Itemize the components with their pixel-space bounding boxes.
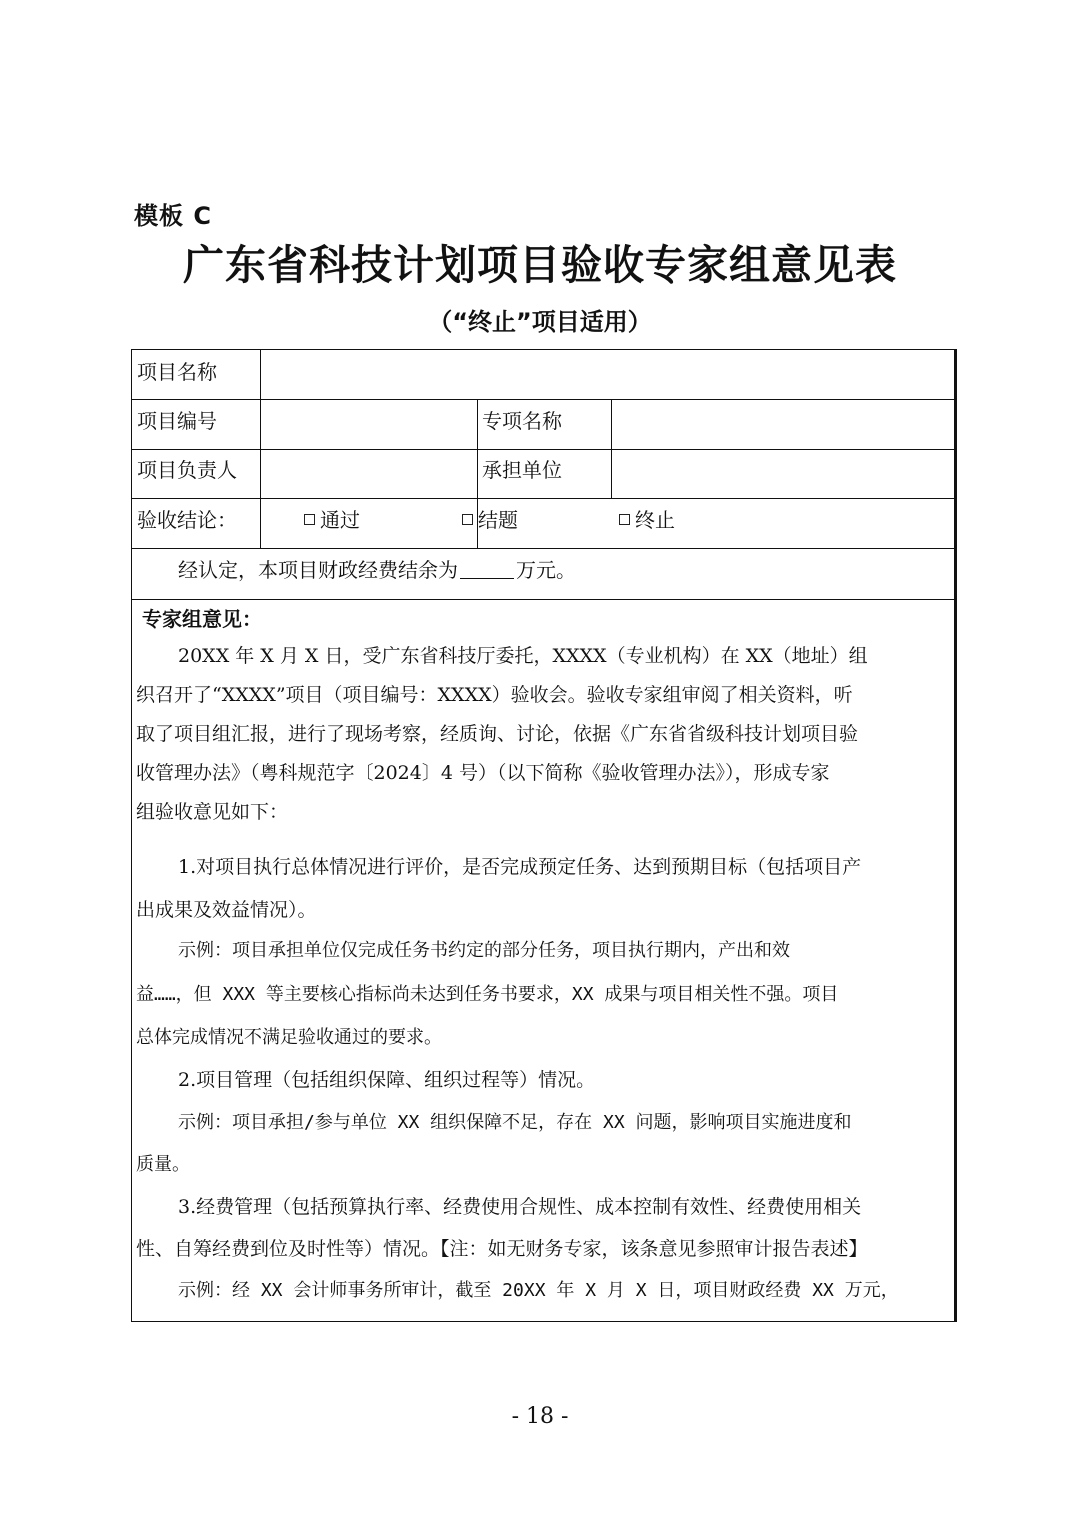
- example-line: 益……，但 XXX 等主要核心指标尚未达到任务书要求，XX 成果与项目相关性不强。项目: [136, 984, 839, 1005]
- special-name-field[interactable]: [613, 401, 953, 448]
- conclusion-option-terminate[interactable]: [619, 510, 675, 530]
- opinion-line: 20XX 年 X 月 X 日，受广东省科技厅委托，XXXX（专业机构）在 XX（地址）组: [178, 645, 868, 667]
- option-label: 结题: [478, 508, 518, 532]
- row-divider: [132, 599, 954, 600]
- checkbox-icon[interactable]: [619, 514, 630, 525]
- balance-suffix: 万元。: [516, 558, 576, 582]
- opinion-line: 出成果及效益情况）。: [136, 899, 317, 921]
- page-title: 广东省科技计划项目验收专家组意见表: [183, 241, 897, 289]
- project-leader-label: 项目负责人: [137, 458, 237, 482]
- column-divider: [260, 350, 261, 548]
- row-divider: [132, 548, 954, 549]
- project-number-label: 项目编号: [137, 409, 217, 433]
- undertaking-unit-label: 承担单位: [482, 458, 562, 482]
- checkbox-icon[interactable]: [304, 514, 315, 525]
- conclusion-label: 验收结论：: [137, 508, 237, 532]
- example-line: 质量。: [136, 1154, 190, 1175]
- opinion-line: 1.对项目执行总体情况进行评价，是否完成预定任务、达到预期目标（包括项目产: [178, 856, 862, 878]
- page-number: - 18 -: [511, 1404, 569, 1429]
- opinion-heading: 专家组意见：: [142, 607, 262, 631]
- undertaking-unit-field[interactable]: [613, 451, 953, 497]
- conclusion-option-close[interactable]: [462, 510, 518, 530]
- template-label: 模板 C: [134, 202, 212, 230]
- special-name-label: 专项名称: [482, 409, 562, 433]
- opinion-line: 3.经费管理（包括预算执行率、经费使用合规性、成本控制有效性、经费使用相关: [178, 1196, 862, 1218]
- balance-amount-blank[interactable]: [460, 560, 514, 579]
- page-subtitle: （“终止”项目适用）: [428, 308, 652, 336]
- project-name-label: 项目名称: [137, 360, 217, 384]
- option-label: 终止: [635, 508, 675, 532]
- conclusion-option-pass[interactable]: [304, 510, 360, 530]
- opinion-line: 织召开了“XXXX”项目（项目编号：XXXX）验收会。验收专家组审阅了相关资料，听: [136, 684, 853, 706]
- opinion-form-table: [131, 349, 957, 1322]
- option-label: 通过: [320, 508, 360, 532]
- example-line: 示例：经 XX 会计师事务所审计，截至 20XX 年 X 月 X 日，项目财政经费 XX 万元，: [178, 1280, 899, 1301]
- row-divider: [132, 449, 954, 450]
- row-divider: [132, 399, 954, 400]
- row-divider: [132, 498, 954, 499]
- opinion-line: 2.项目管理（包括组织保障、组织过程等）情况。: [178, 1069, 596, 1091]
- project-name-field[interactable]: [262, 351, 952, 398]
- project-number-field[interactable]: [262, 401, 475, 448]
- balance-prefix: 经认定，本项目财政经费结余为: [178, 558, 458, 582]
- balance-statement: [178, 560, 576, 580]
- opinion-line: 收管理办法》（粤科规范字〔2024〕4 号）（以下简称《验收管理办法》），形成专家: [136, 762, 830, 784]
- opinion-line: 组验收意见如下：: [136, 801, 289, 823]
- example-line: 示例：项目承担/参与单位 XX 组织保障不足，存在 XX 问题，影响项目实施进度和: [178, 1112, 852, 1133]
- opinion-line: 取了项目组汇报，进行了现场考察，经质询、讨论，依据《广东省省级科技计划项目验: [136, 723, 859, 745]
- example-line: 总体完成情况不满足验收通过的要求。: [136, 1027, 442, 1048]
- column-divider: [611, 399, 612, 498]
- checkbox-icon[interactable]: [462, 514, 473, 525]
- opinion-line: 性、自筹经费到位及时性等）情况。【注：如无财务专家，该条意见参照审计报告表述】: [136, 1238, 868, 1260]
- example-line: 示例：项目承担单位仅完成任务书约定的部分任务，项目执行期内，产出和效: [178, 940, 790, 961]
- project-leader-field[interactable]: [262, 451, 475, 497]
